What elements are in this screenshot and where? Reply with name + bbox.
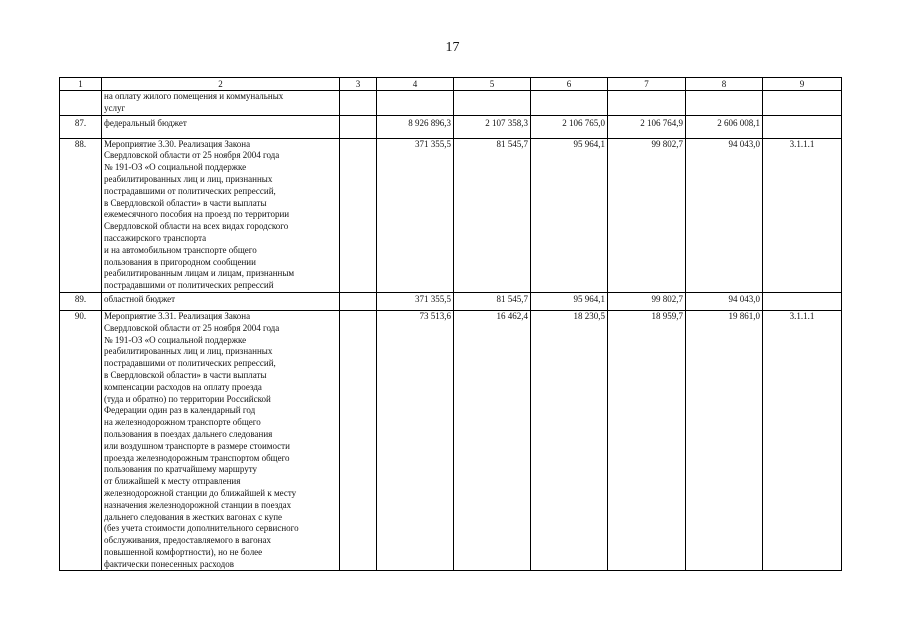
row-number: 90. (60, 310, 102, 571)
cell-col5 (454, 91, 531, 116)
cell-col8: 2 606 008,1 (686, 115, 763, 138)
cell-col9 (763, 115, 842, 138)
cell-col3 (340, 310, 377, 571)
row-number: 87. (60, 115, 102, 138)
cell-col4: 73 513,6 (377, 310, 454, 571)
row-description: областной бюджет (102, 292, 340, 310)
header-cell: 4 (377, 78, 454, 91)
header-cell: 7 (608, 78, 686, 91)
cell-col4: 8 926 896,3 (377, 115, 454, 138)
header-cell: 8 (686, 78, 763, 91)
row-description: Мероприятие 3.30. Реализация Закона Свердловской области от 25 ноября 2004 года № 191-ОЗ «О социальной поддержке реабилитированных лиц и лиц, признанных пострадавшими от политических репрессий, в Свердловской области» в части выплаты ежемесячного пособия на проезд по территории Свердловской области на всех видах городского пассажирского транспорта и на автомобильном транспорте общего пользования в пригородном сообщении реабилитированным лицам и лицам, признанным пострадавшими от политических репрессий (102, 138, 340, 292)
cell-col4 (377, 91, 454, 116)
cell-col3 (340, 115, 377, 138)
cell-col8 (686, 91, 763, 116)
cell-col6: 18 230,5 (531, 310, 608, 571)
cell-col9 (763, 292, 842, 310)
cell-col4: 371 355,5 (377, 292, 454, 310)
cell-col7: 2 106 764,9 (608, 115, 686, 138)
cell-col5: 81 545,7 (454, 138, 531, 292)
header-cell: 2 (102, 78, 340, 91)
cell-col9 (763, 91, 842, 116)
table-row (60, 115, 842, 138)
cell-col8: 19 861,0 (686, 310, 763, 571)
cell-col6: 95 964,1 (531, 292, 608, 310)
header-cell: 5 (454, 78, 531, 91)
cell-col3 (340, 292, 377, 310)
cell-col5: 81 545,7 (454, 292, 531, 310)
row-description: федеральный бюджет (102, 115, 340, 138)
cell-col3 (340, 91, 377, 116)
cell-col6: 2 106 765,0 (531, 115, 608, 138)
row-description: Мероприятие 3.31. Реализация Закона Свердловской области от 25 ноября 2004 года № 191-ОЗ «О социальной поддержке реабилитированных лиц и лиц, признанных пострадавшими от политических репрессий, в Свердловской области» в части выплаты компенсации расходов на оплату проезда (туда и обратно) по территории Российской Федерации один раз в календарный год на железнодорожном транспорте общего пользования в поездах дальнего следования или воздушном транспорте в размере стоимости проезда железнодорожным транспортом общего пользования по кратчайшему маршруту от ближайшей к месту отправления железнодорожной станции до ближайшей к месту назначения железнодорожной станции в поездах дальнего следования в жестких вагонах с купе (без учета стоимости дополнительного сервисного обслуживания, предоставляемого в вагонах повышенной комфортности), но не более фактически понесенных расходов (102, 310, 340, 571)
table-row (60, 91, 842, 116)
cell-col6: 95 964,1 (531, 138, 608, 292)
row-number: 88. (60, 138, 102, 292)
header-cell: 9 (763, 78, 842, 91)
cell-col7: 99 802,7 (608, 138, 686, 292)
header-cell: 6 (531, 78, 608, 91)
cell-col7: 18 959,7 (608, 310, 686, 571)
cell-col7: 99 802,7 (608, 292, 686, 310)
cell-col5: 16 462,4 (454, 310, 531, 571)
table-header-row (60, 78, 842, 91)
budget-table (59, 77, 842, 571)
row-number: 89. (60, 292, 102, 310)
row-number (60, 91, 102, 116)
table-row (60, 292, 842, 310)
page-number: 17 (445, 40, 460, 55)
table-row (60, 138, 842, 292)
cell-col8: 94 043,0 (686, 138, 763, 292)
cell-col5: 2 107 358,3 (454, 115, 531, 138)
cell-col8: 94 043,0 (686, 292, 763, 310)
cell-col4: 371 355,5 (377, 138, 454, 292)
header-cell: 3 (340, 78, 377, 91)
cell-col9: 3.1.1.1 (763, 138, 842, 292)
table-row (60, 310, 842, 571)
cell-col7 (608, 91, 686, 116)
header-cell: 1 (60, 78, 102, 91)
cell-col3 (340, 138, 377, 292)
row-description: на оплату жилого помещения и коммунальных услуг (102, 91, 340, 116)
cell-col9: 3.1.1.1 (763, 310, 842, 571)
cell-col6 (531, 91, 608, 116)
